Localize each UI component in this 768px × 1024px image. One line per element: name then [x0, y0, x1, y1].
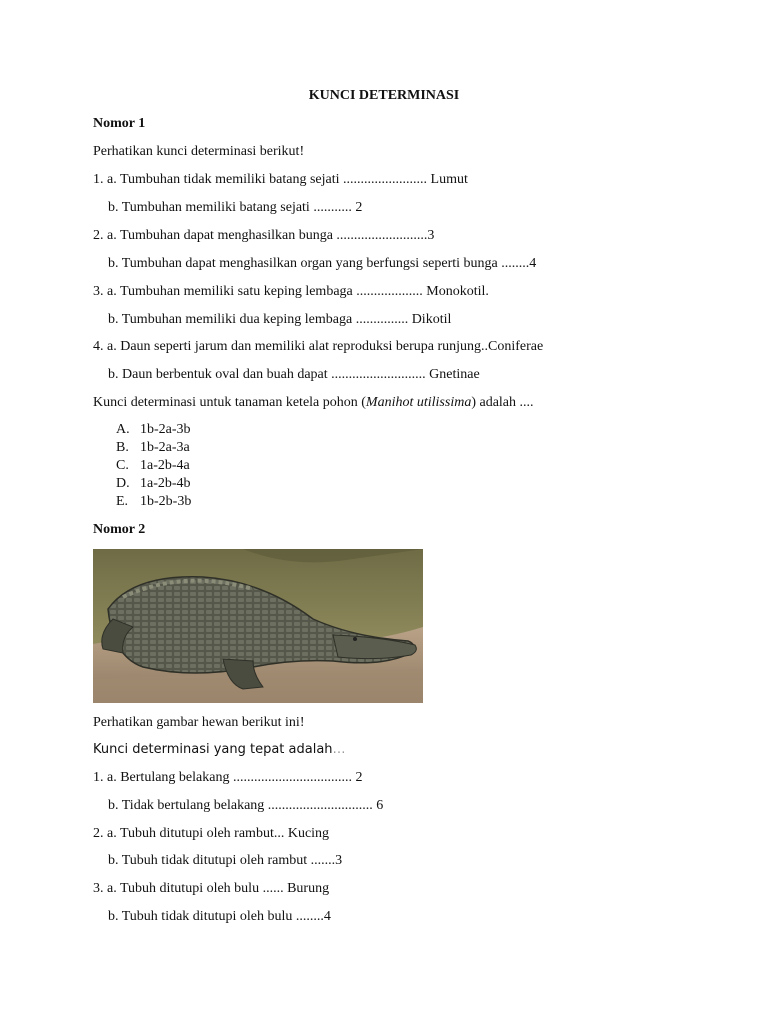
question-text-pre: Kunci determinasi untuk tanaman ketela pohon ( — [93, 395, 366, 410]
key-line: 2. a. Tumbuhan dapat menghasilkan bunga ..........................3 — [93, 228, 435, 243]
key-line: 2. a. Tubuh ditutupi oleh rambut... Kucing — [93, 826, 330, 841]
option-e — [116, 493, 191, 511]
option-letter: C. — [116, 458, 129, 473]
option-b — [116, 439, 190, 457]
option-letter: A. — [116, 422, 130, 437]
option-letter: E. — [116, 494, 129, 509]
key-line: 3. a. Tumbuhan memiliki satu keping lembaga ................... Monokotil. — [93, 284, 489, 299]
key-line: 1. a. Bertulang belakang .................................. 2 — [93, 770, 363, 785]
key-line: b. Tidak bertulang belakang .............................. 6 — [108, 798, 384, 813]
option-text: 1b-2b-3b — [140, 494, 192, 509]
option-text: 1a-2b-4a — [140, 458, 190, 473]
section2-heading: Nomor 2 — [93, 522, 146, 537]
key-line: 1. a. Tumbuhan tidak memiliki batang sejati ........................ Lumut — [93, 172, 468, 187]
section1-question — [93, 394, 534, 412]
option-c — [116, 457, 190, 475]
key-line: b. Tumbuhan memiliki batang sejati ........... 2 — [108, 200, 363, 215]
crocodile-photo — [93, 549, 423, 703]
key-line: b. Tumbuhan memiliki dua keping lembaga ............... Dikotil — [108, 312, 452, 327]
question-text-post: ) adalah .... — [471, 395, 534, 410]
key-line: b. Tubuh tidak ditutupi oleh rambut .......3 — [108, 853, 343, 868]
key-line: b. Tumbuhan dapat menghasilkan organ yang berfungsi seperti bunga ........4 — [108, 256, 537, 271]
question-text: Kunci determinasi yang tepat adalah — [93, 742, 333, 757]
key-line: b. Tubuh tidak ditutupi oleh bulu ........4 — [108, 909, 331, 924]
option-letter: D. — [116, 476, 130, 491]
document-title: KUNCI DETERMINASI — [308, 88, 460, 103]
option-text: 1b-2a-3a — [140, 440, 190, 455]
key-line: 4. a. Daun seperti jarum dan memiliki alat reproduksi berupa runjung..Coniferae — [93, 339, 544, 354]
section1-intro: Perhatikan kunci determinasi berikut! — [93, 144, 305, 159]
key-line: 3. a. Tubuh ditutupi oleh bulu ...... Burung — [93, 881, 330, 896]
option-letter: B. — [116, 440, 129, 455]
section2-question — [93, 741, 346, 759]
question-ellipsis: … — [332, 742, 346, 757]
crocodile-illustration — [93, 549, 423, 703]
option-text: 1b-2a-3b — [140, 422, 191, 437]
species-name: Manihot utilissima — [365, 395, 472, 410]
option-d — [116, 475, 191, 493]
section1-heading: Nomor 1 — [93, 116, 146, 131]
option-a — [116, 421, 191, 439]
option-text: 1a-2b-4b — [140, 476, 191, 491]
key-line: b. Daun berbentuk oval dan buah dapat ........................... Gnetinae — [108, 367, 480, 382]
section2-intro: Perhatikan gambar hewan berikut ini! — [93, 715, 305, 730]
